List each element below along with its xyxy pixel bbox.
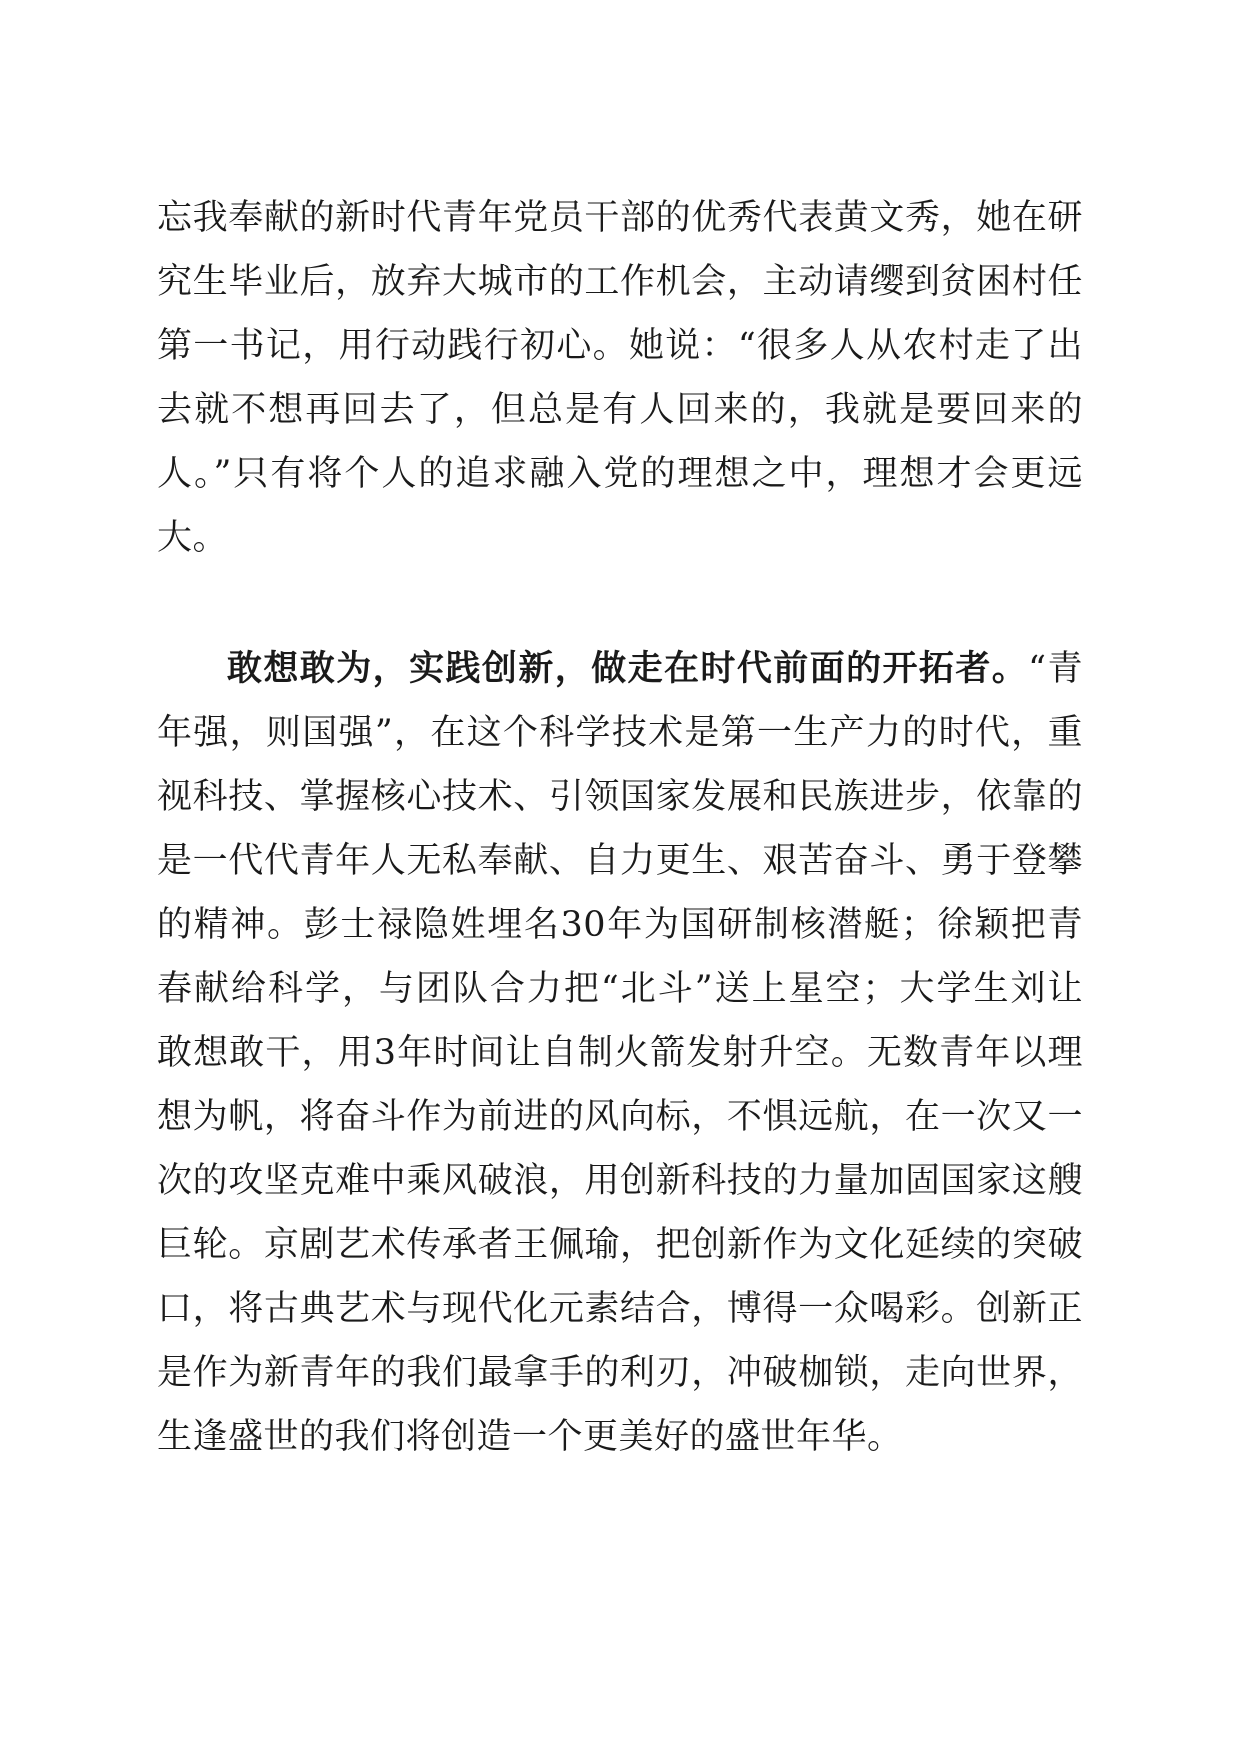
paragraph-line: 生逢盛世的我们将创造一个更美好的盛世年华。 (157, 1417, 903, 1457)
paragraph-line: 第一书记，用行动践行初心。她说：“很多人从农村走了出 (157, 326, 1083, 366)
paragraph-line: 的精神。彭士禄隐姓埋名30年为国研制核潜艇；徐颖把青 (157, 905, 1083, 945)
paragraph-line: 大。 (157, 518, 229, 558)
paragraph-line: 是一代代青年人无私奉献、自力更生、艰苦奋斗、勇于登攀 (157, 841, 1083, 881)
paragraph-line: 巨轮。京剧艺术传承者王佩瑜，把创新作为文化延续的突破 (157, 1225, 1083, 1265)
paragraph-line: 春献给科学，与团队合力把“北斗”送上星空；大学生刘让 (157, 969, 1083, 1009)
paragraph-line: 年强，则国强”，在这个科学技术是第一生产力的时代，重 (157, 713, 1083, 753)
paragraph-heading: 敢想敢为，实践创新，做走在时代前面的开拓者。 (227, 649, 1029, 689)
paragraph-line: 人。”只有将个人的追求融入党的理想之中，理想才会更远 (157, 454, 1083, 494)
paragraph-2 (157, 637, 1083, 1469)
paragraph-line: 敢想敢干，用3年时间让自制火箭发射升空。无数青年以理 (157, 1033, 1083, 1073)
paragraph-line: 想为帆，将奋斗作为前进的风向标，不惧远航，在一次又一 (157, 1097, 1083, 1137)
paragraph-line: 次的攻坚克难中乘风破浪，用创新科技的力量加固国家这艘 (157, 1161, 1083, 1201)
paragraph-line: 究生毕业后，放弃大城市的工作机会，主动请缨到贫困村任 (157, 262, 1083, 302)
paragraph-first-line (157, 637, 1083, 701)
paragraph-line: 是作为新青年的我们最拿手的利刃，冲破枷锁，走向世界， (157, 1353, 1083, 1393)
paragraph-1 (157, 186, 1083, 570)
paragraph-line: 忘我奉献的新时代青年党员干部的优秀代表黄文秀，她在研 (157, 198, 1083, 238)
paragraph-line: 口，将古典艺术与现代化元素结合，博得一众喝彩。创新正 (157, 1289, 1083, 1329)
paragraph-line: 视科技、掌握核心技术、引领国家发展和民族进步，依靠的 (157, 777, 1083, 817)
paragraph-line: 去就不想再回去了，但总是有人回来的，我就是要回来的 (157, 390, 1083, 430)
paragraph-line-tail: “青 (1028, 649, 1083, 689)
